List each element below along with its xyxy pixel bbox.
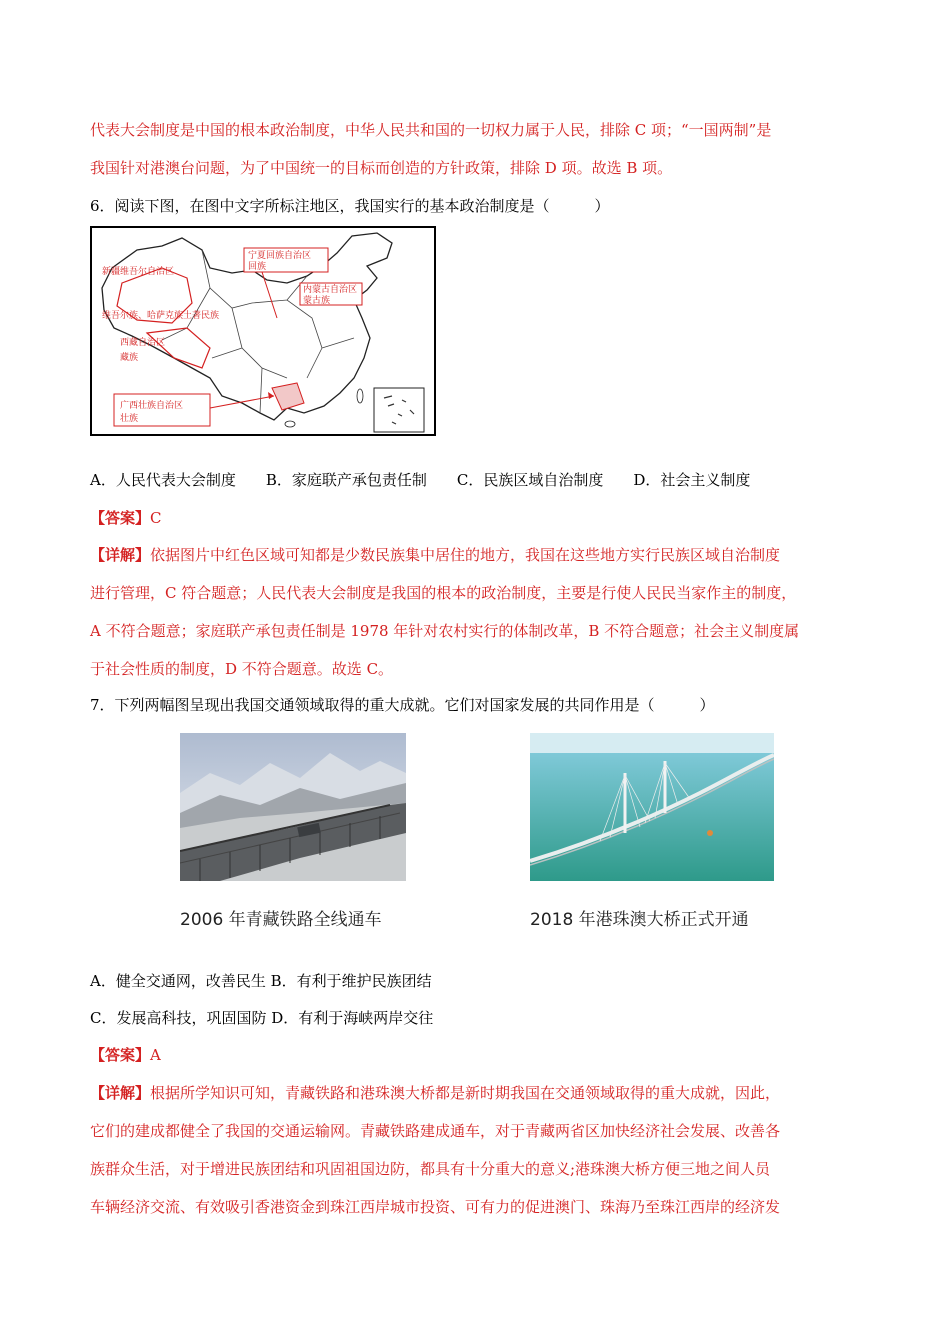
q6-option-a[interactable]: A．人民代表大会制度 [90,471,236,489]
q6-detail-line-3: A 不符合题意；家庭联产承包责任制是 1978 年针对农村实行的体制改革，B 不符合题意；社会主义制度属 [90,622,800,640]
q7-answer-label: 【答案】 [90,1046,151,1064]
hzmb-bridge-photo [530,733,774,881]
q6-options [90,470,750,490]
q7-answer [90,1045,161,1065]
xinjiang-label: 新疆维吾尔自治区 [102,267,175,277]
q6-answer-label: 【答案】 [90,509,151,527]
ningxia-label: 宁夏回族自治区 [248,251,312,261]
q6-option-d[interactable]: D．社会主义制度 [633,471,751,489]
q7-detail-line-2: 它们的建成都健全了我国的交通运输网。青藏铁路建成通车，对于青藏两省区加快经济社会发展、改善各 [90,1122,781,1140]
neimenggu-label: 内蒙古自治区 [303,285,358,295]
detail-continuation-line-1: 代表大会制度是中国的根本政治制度，中华人民共和国的一切权力属于人民，排除 C 项；“一国两制”是 [90,121,772,139]
qinghai-tibet-railway-photo [180,733,406,881]
ningxia-people-label: 回族 [248,262,267,272]
q6-stem: 6．阅读下图，在图中文字所标注地区，我国实行的基本政治制度是（ ） [90,197,610,215]
q6-detail-line-1 [90,545,780,565]
q6-option-b[interactable]: B．家庭联产承包责任制 [265,471,427,489]
q7-detail-line-1 [90,1083,780,1103]
china-map-figure [90,226,436,436]
neimenggu-people-label: 蒙古族 [303,296,331,306]
q6-detail-label: 【详解】 [90,546,151,564]
xizang-label: 西藏自治区 [120,338,166,348]
guangxi-label: 广西壮族自治区 [120,401,184,411]
hainan-island [285,421,295,427]
xizang-people-label: 藏族 [120,353,139,363]
q6-detail-line-4: 于社会性质的制度，D 不符合题意。故选 C。 [90,660,394,678]
china-map-svg [92,228,434,434]
south-china-sea-inset [374,388,424,432]
q7-detail-line-3: 族群众生活，对于增进民族团结和巩固祖国边防，都具有十分重大的意义;港珠澳大桥方便三地之间人员 [90,1160,771,1178]
taiwan-island [357,389,363,403]
q6-detail-text-1: 依据图片中红色区域可知都是少数民族集中居住的地方，我国在这些地方实行民族区域自治制度 [150,546,781,564]
q7-options-line-2[interactable]: C．发展高科技，巩固国防 D．有利于海峡两岸交往 [90,1009,434,1027]
photo1-caption: 2006 年青藏铁路全线通车 [180,910,382,930]
q6-detail-line-2: 进行管理，C 符合题意；人民代表大会制度是我国的根本的政治制度，主要是行使人民民当家作主的制度， [90,584,797,602]
q7-answer-value: A [150,1046,161,1064]
q6-answer-value: C [150,509,162,527]
guangxi-people-label: 壮族 [120,414,139,424]
detail-continuation-line-2: 我国针对港澳台问题，为了中国统一的目标而创造的方针政策，排除 D 项。故选 B 项。 [90,159,673,177]
q7-detail-line-4: 车辆经济交流、有效吸引香港资金到珠江西岸城市投资、可有力的促进澳门、珠海乃至珠江西岸的经济发 [90,1198,781,1216]
q7-stem: 7．下列两幅图呈现出我国交通领域取得的重大成就。它们对国家发展的共同作用是（ ） [90,696,715,714]
xinjiang-people-label: 维吾尔族、哈萨克族土著民族 [102,311,220,321]
q7-detail-text-1: 根据所学知识可知，青藏铁路和港珠澳大桥都是新时期我国在交通领域取得的重大成就，因此， [150,1084,781,1102]
photo2-caption: 2018 年港珠澳大桥正式开通 [530,910,749,930]
q7-options-line-1[interactable]: A．健全交通网，改善民生 B．有利于维护民族团结 [90,972,432,990]
q6-answer [90,508,162,528]
q6-option-c[interactable]: C．民族区域自治制度 [456,471,604,489]
q7-detail-label: 【详解】 [90,1084,151,1102]
